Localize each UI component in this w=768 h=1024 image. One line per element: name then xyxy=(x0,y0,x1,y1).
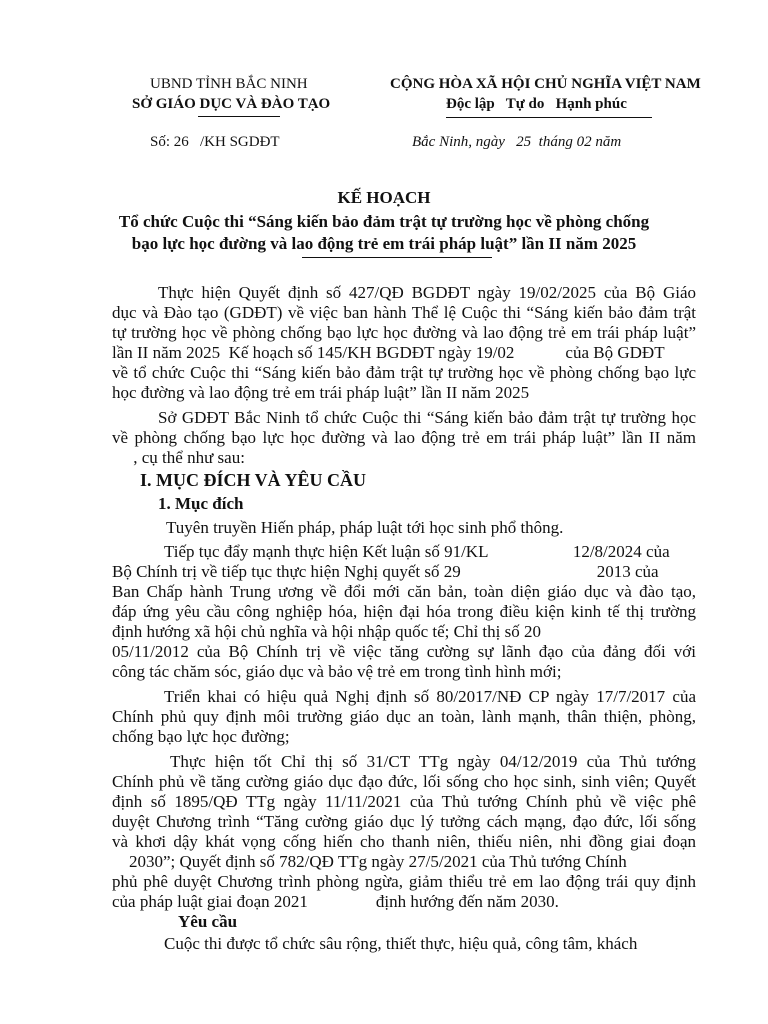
section-heading: I. MỤC ĐÍCH VÀ YÊU CẦU xyxy=(140,470,367,490)
para-a-line1: Tiếp tục đẩy mạnh thực hiện Kết luận số 91/KL 12/8/2024 của xyxy=(164,542,670,561)
para-a-line5: định hướng xã hội chủ nghĩa và hội nhập quốc tế; Chỉ thị số 20 xyxy=(112,622,541,641)
para-b-line3: chống bạo lực học đường; xyxy=(112,727,290,746)
nation-title: CỘNG HÒA XÃ HỘI CHỦ NGHĨA VIỆT NAM xyxy=(390,76,701,92)
requirements-line: Cuộc thi được tổ chức sâu rộng, thiết thực, hiệu quả, công tâm, khách xyxy=(164,934,638,953)
motto-underline xyxy=(446,117,652,118)
document-number: Số: 26 /KH SGDĐT xyxy=(150,134,280,150)
para-c-line2: Chính phủ về tăng cường giáo dục đạo đức, lối sống cho học sinh, sinh viên; Quyết xyxy=(112,772,696,791)
issuer-department: SỞ GIÁO DỤC VÀ ĐÀO TẠO xyxy=(132,96,331,112)
intro-p1-line5: về tổ chức Cuộc thi “Sáng kiến bảo đảm trật tự trường học về phòng chống bạo lực xyxy=(112,363,696,382)
document-subtitle-line2: bạo lực học đường và lao động trẻ em trái pháp luật” lần II năm 2025 xyxy=(131,234,637,253)
intro-p2-line3: , cụ thể như sau: xyxy=(112,448,245,467)
intro-p1-line6: học đường và lao động trẻ em trái pháp luật” lần II năm 2025 xyxy=(112,383,530,402)
intro-p2-line2: về phòng chống bạo lực học đường và lao động trẻ em trái pháp luật” lần II năm xyxy=(112,428,696,447)
para-c-line6: 2030”; Quyết định số 782/QĐ TTg ngày 27/5/2021 của Thủ tướng Chính xyxy=(112,852,627,871)
title-underline xyxy=(302,257,492,258)
subsection-purpose-heading: 1. Mục đích xyxy=(158,494,244,513)
para-c-line3: định số 1895/QĐ TTg ngày 11/11/2021 của Thủ tướng Chính phủ về việc phê xyxy=(112,792,696,811)
document-subtitle-line1: Tổ chức Cuộc thi “Sáng kiến bảo đảm trật tự trường học về phòng chống xyxy=(118,212,650,231)
para-b-line1: Triển khai có hiệu quả Nghị định số 80/2017/NĐ CP ngày 17/7/2017 của xyxy=(164,687,696,706)
nation-motto: Độc lập Tự do Hạnh phúc xyxy=(446,96,627,112)
intro-p1-line4: lần II năm 2025 Kế hoạch số 145/KH BGDĐT ngày 19/02 của Bộ GDĐT xyxy=(112,343,665,362)
para-c-line1: Thực hiện tốt Chỉ thị số 31/CT TTg ngày 04/12/2019 của Thủ tướng xyxy=(170,752,696,771)
document-title: KẾ HOẠCH xyxy=(337,188,431,207)
issuer-underline xyxy=(198,116,280,117)
intro-p1-line2: dục và Đào tạo (GDĐT) về việc ban hành Thể lệ Cuộc thi “Sáng kiến bảo đảm trật xyxy=(112,303,696,322)
para-c-line7: phủ phê duyệt Chương trình phòng ngừa, giảm thiểu trẻ em lao động trái quy định xyxy=(112,872,696,891)
para-c-line5: và khơi dậy khát vọng cống hiến cho thanh niên, thiếu niên, nhi đồng giai đoạn xyxy=(112,832,696,851)
para-c-line8: của pháp luật giai đoạn 2021 định hướng đến năm 2030. xyxy=(112,892,559,911)
intro-p1-line3: tự trường học về phòng chống bạo lực học đường và lao động trẻ em trái pháp luật” xyxy=(112,323,696,342)
para-a-line6: 05/11/2012 của Bộ Chính trị về việc tăng cường sự lãnh đạo của đảng đối với xyxy=(112,642,696,661)
para-a-line4: đáp ứng yêu cầu công nghiệp hóa, hiện đại hóa trong điều kiện kinh tế thị trường xyxy=(112,602,696,621)
intro-p1-line1: Thực hiện Quyết định số 427/QĐ BGDĐT ngày 19/02/2025 của Bộ Giáo xyxy=(158,283,696,302)
para-a-line3: Ban Chấp hành Trung ương về đổi mới căn bản, toàn diện giáo dục và đào tạo, xyxy=(112,582,696,601)
para-b-line2: Chính phủ quy định môi trường giáo dục an toàn, lành mạnh, thân thiện, phòng, xyxy=(112,707,696,726)
para-c-line4: duyệt Chương trình “Tăng cường giáo dục lý tưởng cách mạng, đạo đức, lối sống xyxy=(112,812,696,831)
intro-p2-line1: Sở GDĐT Bắc Ninh tổ chức Cuộc thi “Sáng kiến bảo đảm trật tự trường học xyxy=(158,408,696,427)
para-a-line2: Bộ Chính trị về tiếp tục thực hiện Nghị quyết số 29 2013 của xyxy=(112,562,659,581)
purpose-line: Tuyên truyền Hiến pháp, pháp luật tới học sinh phổ thông. xyxy=(166,518,564,537)
subsection-requirements-heading: Yêu cầu xyxy=(178,912,238,931)
issuer-province: UBND TỈNH BẮC NINH xyxy=(150,76,308,92)
para-a-line7: công tác chăm sóc, giáo dục và bảo vệ trẻ em trong tình hình mới; xyxy=(112,662,562,681)
place-date: Bắc Ninh, ngày 25 tháng 02 năm xyxy=(412,134,622,150)
